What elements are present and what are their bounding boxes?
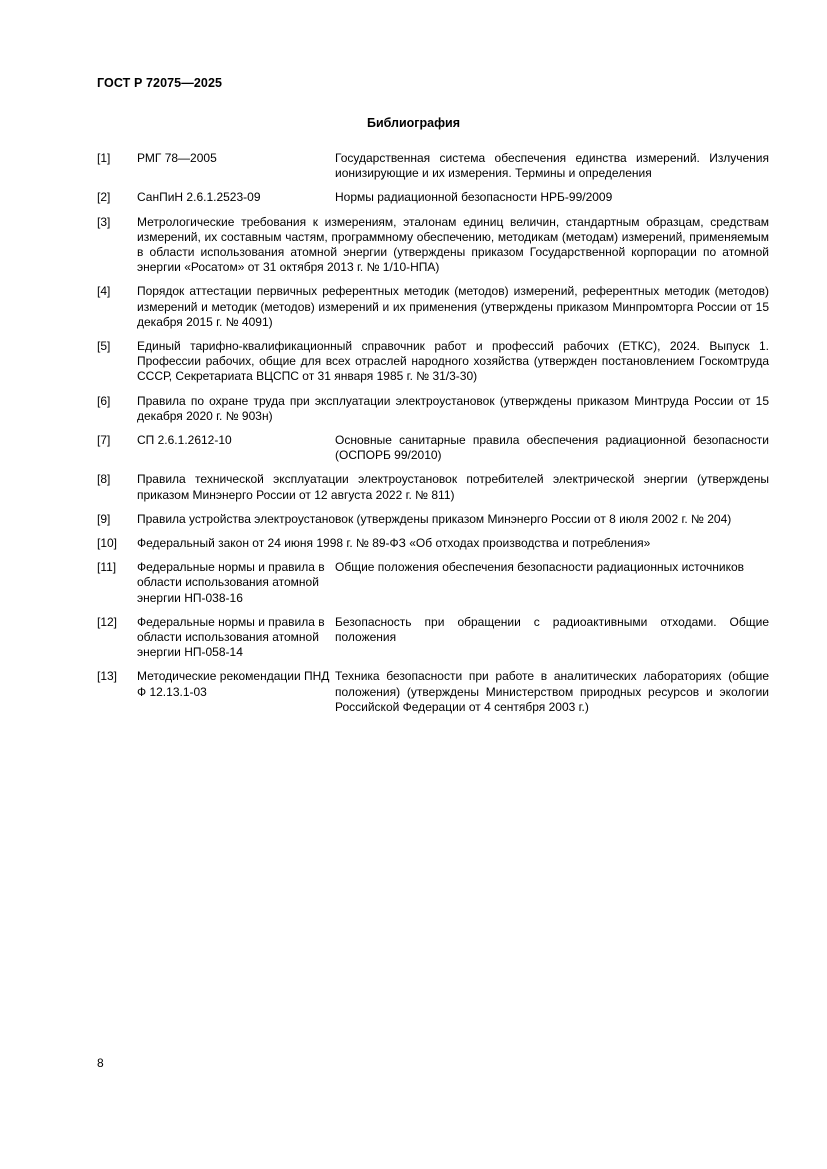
bibliography-entry xyxy=(97,394,769,424)
entry-number: [2] xyxy=(97,190,111,205)
bibliography-entry xyxy=(97,669,769,715)
entry-text: Метрологические требования к измерениям, эталонам единиц величин, стандартным образцам, средствам измерений, их составным частям, программному обеспечению, методикам (методам) измерений, применяемым в области использования атомной энергии (утверждены приказом Государственной корпорации по атомной энергии «Росатом» от 31 октября 2013 г. № 1/10-НПА) xyxy=(137,214,769,275)
entry-code: СП 2.6.1.2612-10 xyxy=(137,433,232,448)
entry-number: [9] xyxy=(97,511,111,526)
entry-text: Правила по охране труда при эксплуатации электроустановок (утверждены приказом Минтруда России от 15 декабря 2020 г. № 903н) xyxy=(137,393,769,423)
entry-code: Методические рекомендации ПНД Ф 12.13.1-03 xyxy=(137,669,330,699)
bibliography-entry xyxy=(97,284,769,330)
entry-number: [1] xyxy=(97,151,111,165)
entry-text: Порядок аттестации первичных референтных методик (методов) измерений, референтных методик (методов) измерений и методик (методов) измерений и их применения (утверждены приказом Минпромторга России от 15 декабря 2015 г. № 4091) xyxy=(137,284,769,329)
entry-description: Общие положения обеспечения безопасности радиационных источников xyxy=(335,560,745,575)
bibliography-entry xyxy=(97,433,769,463)
entry-number: [13] xyxy=(97,669,118,684)
entry-number: [6] xyxy=(97,393,111,408)
document-code: ГОСТ Р 72075—2025 xyxy=(97,76,223,90)
entry-number: [5] xyxy=(97,339,111,354)
bibliography-entry xyxy=(97,151,769,181)
entry-code: Федеральные нормы и правила в области использования атомной энергии НП-038-16 xyxy=(137,560,325,605)
page-number: 8 xyxy=(97,1056,104,1070)
entry-number: [12] xyxy=(97,614,118,629)
entry-number: [7] xyxy=(97,433,111,448)
entry-code: Федеральные нормы и правила в области использования атомной энергии НП-058-14 xyxy=(137,614,325,660)
entry-code: РМГ 78—2005 xyxy=(137,151,217,165)
entry-text: Правила технической эксплуатации электроустановок потребителей электрической энергии (утверждены приказом Минэнерго России от 12 августа 2022 г. № 811) xyxy=(137,472,769,502)
entry-number: [4] xyxy=(97,284,111,299)
bibliography-entry xyxy=(97,339,769,385)
entry-description: Нормы радиационной безопасности НРБ-99/2009 xyxy=(335,190,613,205)
entry-description: Безопасность при обращении с радиоактивными отходами. Общие положения xyxy=(335,614,769,645)
section-title: Библиография xyxy=(366,116,461,130)
entry-text: Единый тарифно-квалификационный справочник работ и профессий рабочих (ЕТКС), 2024. Выпуск 1. Профессии рабочих, общие для всех отраслей народного хозяйства (утвержден постановлением Госкомтруда СССР, Секретариата ВЦСПС от 31 января 1985 г. № 31/3-30) xyxy=(137,339,769,384)
entry-code: СанПиН 2.6.1.2523-09 xyxy=(137,190,261,205)
entry-text: Федеральный закон от 24 июня 1998 г. № 89-ФЗ «Об отходах производства и потребления» xyxy=(137,536,651,551)
entry-text: Правила устройства электроустановок (утверждены приказом Минэнерго России от 8 июля 2002 г. № 204) xyxy=(137,511,732,526)
entry-number: [8] xyxy=(97,472,111,487)
bibliography-entry xyxy=(97,536,769,551)
entry-number: [10] xyxy=(97,536,118,551)
bibliography-list xyxy=(97,151,769,724)
bibliography-entry xyxy=(97,512,769,527)
entry-description: Основные санитарные правила обеспечения радиационной безопасности (ОСПОРБ 99/2010) xyxy=(335,433,769,463)
entry-description: Государственная система обеспечения единства измерений. Излучения ионизирующие и их измерения. Термины и определения xyxy=(335,151,769,181)
entry-number: [3] xyxy=(97,214,111,229)
bibliography-entry xyxy=(97,472,769,502)
bibliography-entry xyxy=(97,615,769,661)
entry-description: Техника безопасности при работе в аналитических лабораториях (общие положения) (утверждены Министерством природных ресурсов и экологии Российской Федерации от 4 сентября 2003 г.) xyxy=(335,669,769,714)
bibliography-entry xyxy=(97,190,769,205)
bibliography-entry xyxy=(97,560,769,606)
bibliography-entry xyxy=(97,215,769,276)
entry-number: [11] xyxy=(97,560,117,575)
